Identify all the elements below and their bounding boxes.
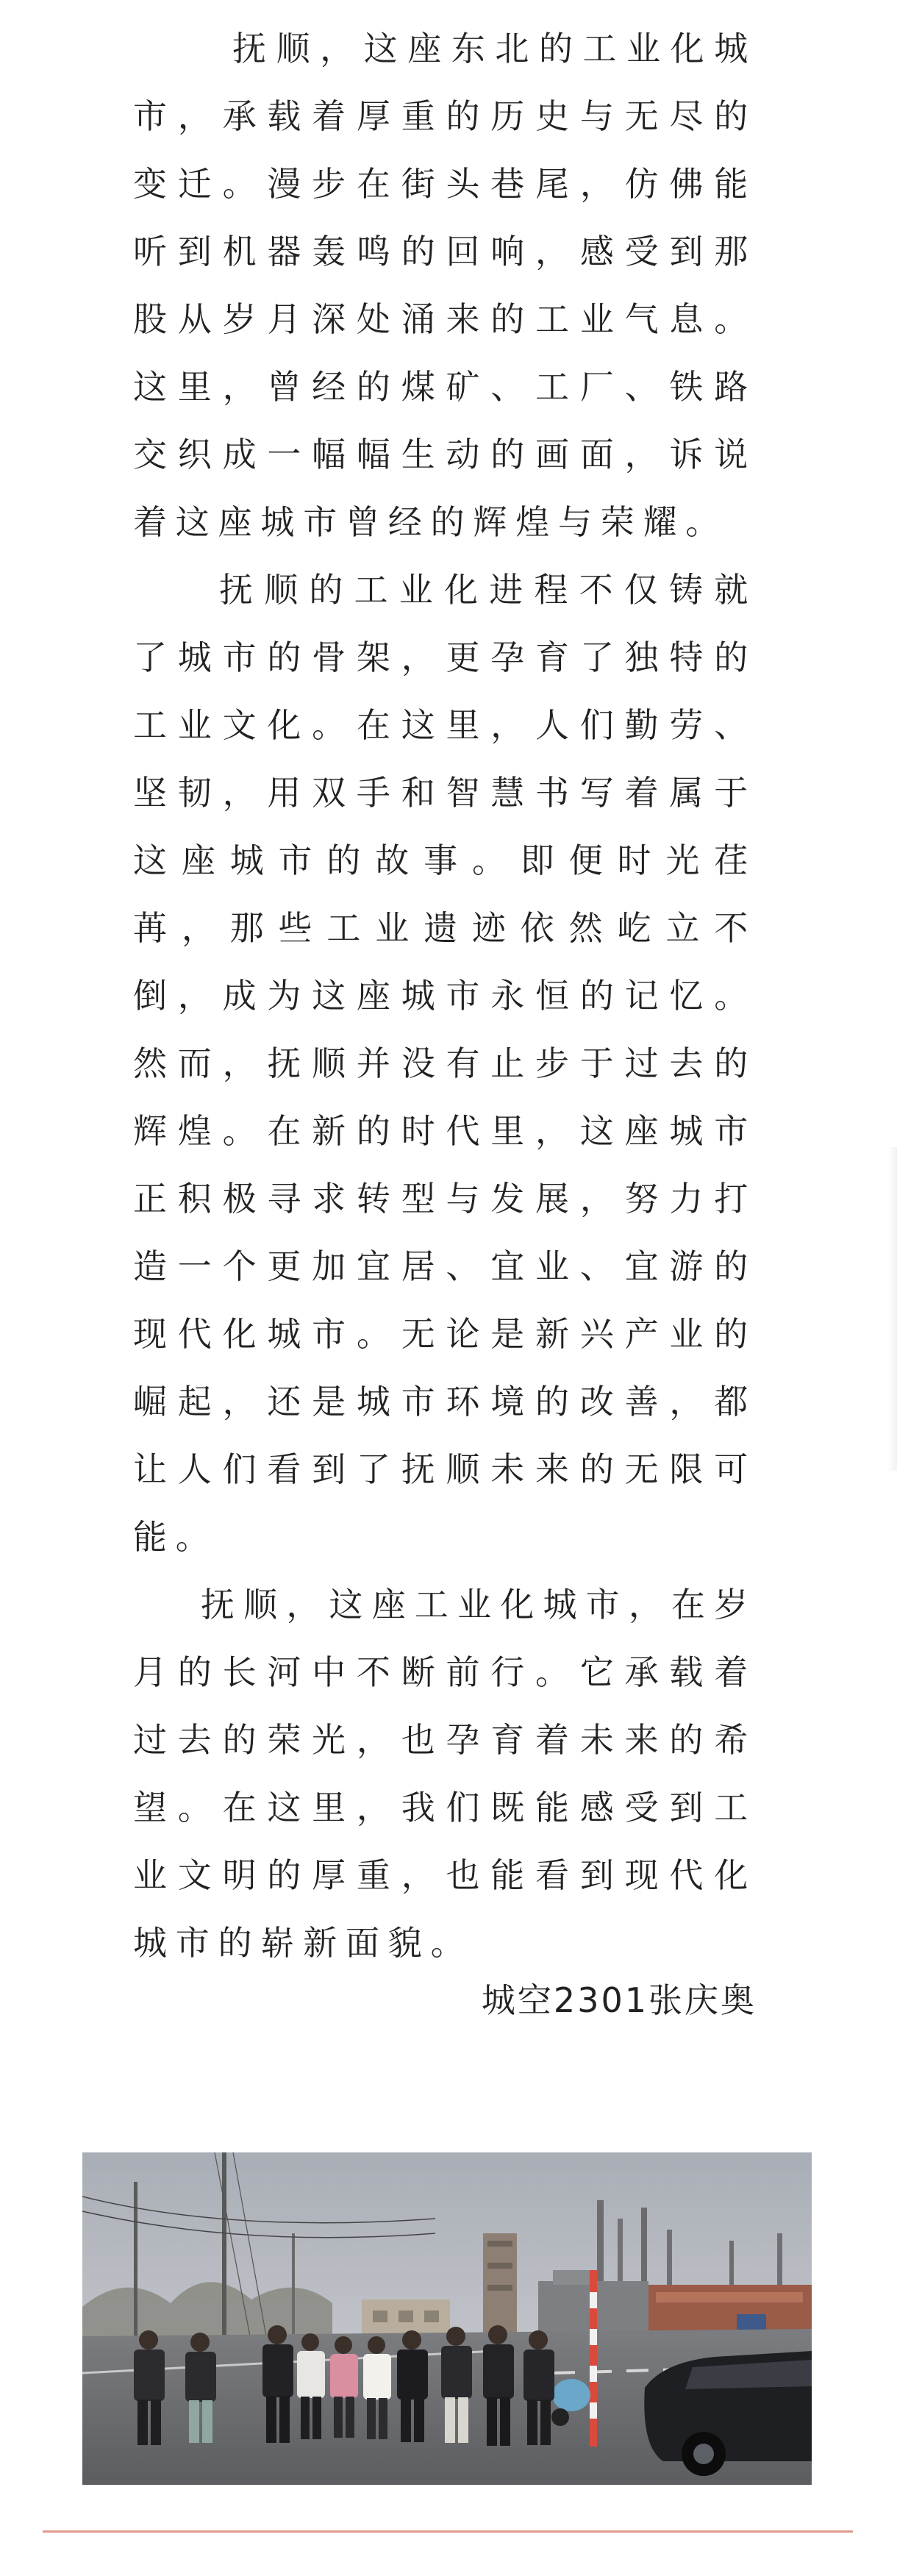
paragraph-3: 抚顺，这座工业化城市，在岁月的长河中不断前行。它承载着过去的荣光，也孕育着未来的希望。在这里，我们既能感受到工业文明的厚重，也能看到现代化城市的崭新面貌。: [133, 1585, 757, 1963]
bottom-divider: [43, 2530, 853, 2533]
author-signature: 城空2301张庆奥: [481, 1980, 757, 2020]
paragraph-2: 抚顺的工业化进程不仅铸就了城市的骨架，更孕育了独特的工业文化。在这里，人们勤劳、坚韧，用双手和智慧书写着属于这座城市的故事。即便时光荏苒，那些工业遗迹依然屹立不倒，成为这座城市永恒的记忆。然而，抚顺并没有止步于过去的辉煌。在新的时代里，这座城市正积极寻求转型与发展，努力打造一个更加宜居、宜业、宜游的现代化城市。无论是新兴产业的崛起，还是城市环境的改善，都让人们看到了抚顺未来的无限可能。: [133, 570, 757, 1557]
article-body: [133, 15, 757, 1977]
paragraph-1: 抚顺，这座东北的工业化城市，承载着厚重的历史与无尽的变迁。漫步在街头巷尾，仿佛能听到机器轰鸣的回响，感受到那股从岁月深处涌来的工业气息。这里，曾经的煤矿、工厂、铁路交织成一幅幅生动的画面，诉说着这座城市曾经的辉煌与荣耀。: [133, 29, 757, 542]
side-edge-shadow: [888, 1147, 897, 1471]
group-photo: [82, 2152, 812, 2485]
